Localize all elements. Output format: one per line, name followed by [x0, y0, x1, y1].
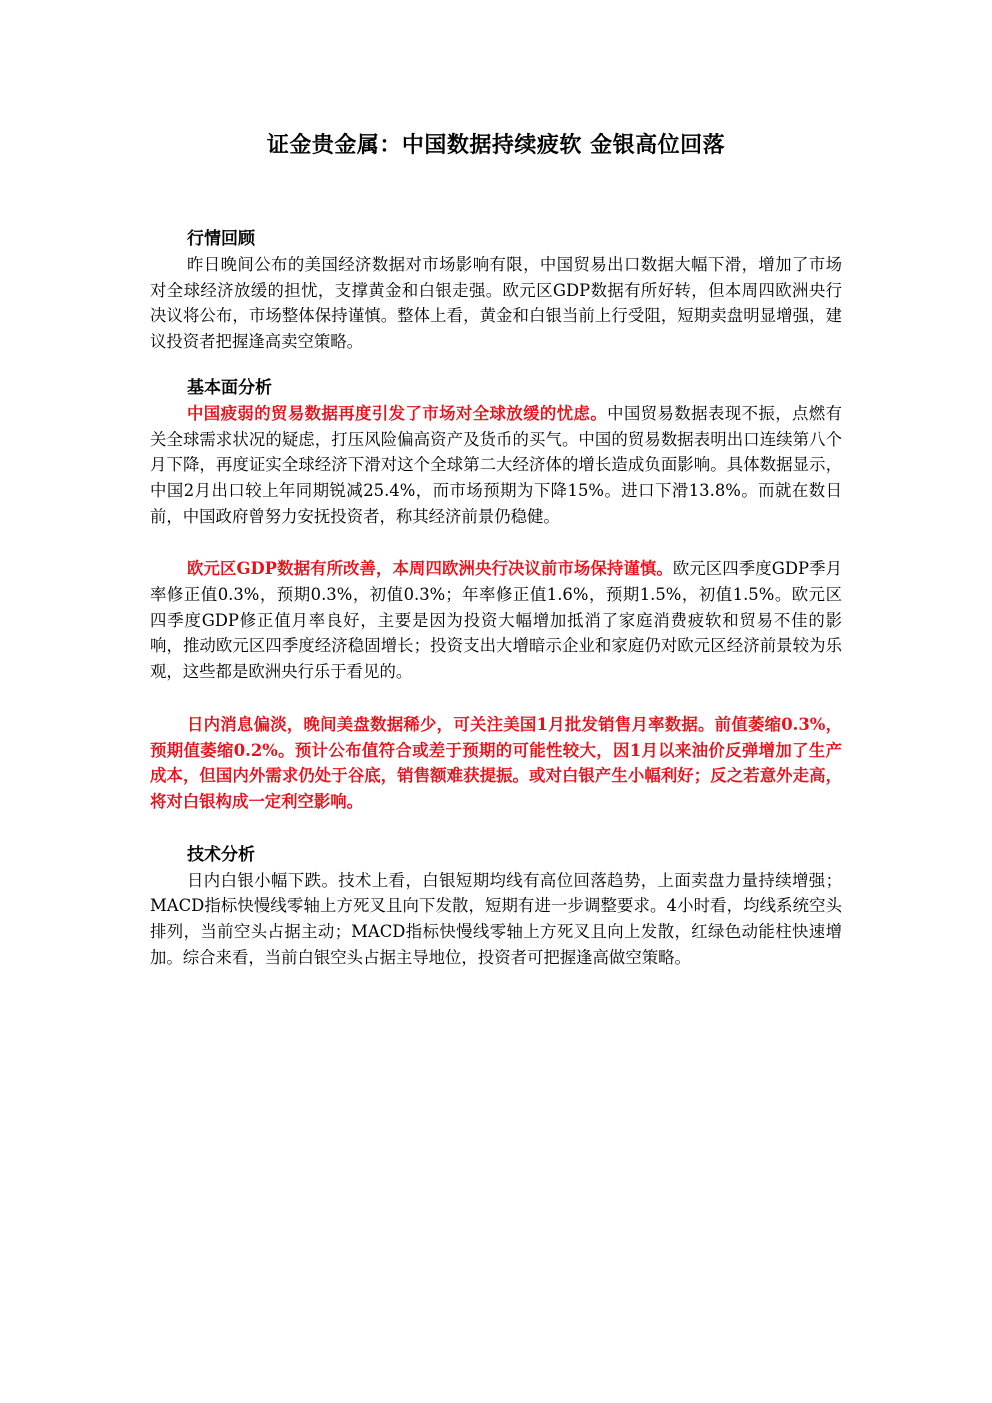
technical-paragraph: 日内白银小幅下跌。技术上看，白银短期均线有高位回落趋势，上面卖盘力量持续增强；MACD指标快慢线零轴上方死叉且向下发散，短期有进一步调整要求。4小时看，均线系统空头排列，当前空头占据主动；MACD指标快慢线零轴上方死叉且向上发散，红绿色动能柱快速增加。综合来看，当前白银空头占据主导地位，投资者可把握逢高做空策略。 [150, 870, 842, 967]
section-heading-review: 行情回顾 [187, 229, 255, 249]
fundamental-paragraph-2 [150, 556, 842, 685]
document-title: 证金贵金属：中国数据持续疲软 金银高位回落 [266, 132, 726, 158]
fundamental-paragraph-3-emphasis: 日内消息偏淡，晚间美盘数据稀少，可关注美国1月批发销售月率数据。前值萎缩0.3%，预期值萎缩0.2%。预计公布值符合或差于预期的可能性较大，因1月以来油价反弹增加了生产成本，但国内外需求仍处于谷底，销售额难获提振。或对白银产生小幅利好；反之若意外走高，将对白银构成一定利空影响。 [150, 714, 842, 811]
review-paragraph: 昨日晚间公布的美国经济数据对市场影响有限，中国贸易出口数据大幅下滑，增加了市场对全球经济放缓的担忧，支撑黄金和白银走强。欧元区GDP数据有所好转，但本周四欧洲央行决议将公布，市场整体保持谨慎。整体上看，黄金和白银当前上行受阻，短期卖盘明显增强，建议投资者把握逢高卖空策略。 [150, 255, 842, 352]
section-fundamental [150, 375, 842, 815]
section-heading-fundamental: 基本面分析 [187, 377, 272, 398]
document-body [150, 226, 842, 970]
fundamental-paragraph-3 [150, 712, 842, 815]
section-technical [150, 842, 842, 971]
fundamental-paragraph-1-text: 中国贸易数据表现不振，点燃有关全球需求状况的疑虑，打压风险偏高资产及货币的买气。中国的贸易数据表明出口连续第八个月下降，再度证实全球经济下滑对这个全球第二大经济体的增长造成负面影响。具体数据显示，中国2月出口较上年同期锐减25.4%，而市场预期为下降15%。进口下滑13.8%。而就在数日前，中国政府曾努力安抚投资者，称其经济前景仍稳健。 [150, 403, 843, 526]
section-review [150, 226, 842, 355]
fundamental-paragraph-1 [150, 401, 842, 530]
section-heading-technical: 技术分析 [187, 844, 255, 865]
fundamental-paragraph-2-text: 欧元区四季度GDP季月率修正值0.3%，预期0.3%，初值0.3%；年率修正值1.6%，预期1.5%，初值1.5%。欧元区四季度GDP修正值月率良好，主要是因为投资大幅增加抵消了家庭消费疲软和贸易不佳的影响，推动欧元区四季度经济稳固增长；投资支出大增暗示企业和家庭仍对欧元区经济前景较为乐观，这些都是欧洲央行乐于看见的。 [150, 559, 842, 682]
fundamental-paragraph-2-emphasis: 欧元区GDP数据有所改善，本周四欧洲央行决议前市场保持谨慎。 [187, 559, 673, 579]
fundamental-paragraph-1-emphasis: 中国疲弱的贸易数据再度引发了市场对全球放缓的忧虑。 [187, 403, 608, 423]
